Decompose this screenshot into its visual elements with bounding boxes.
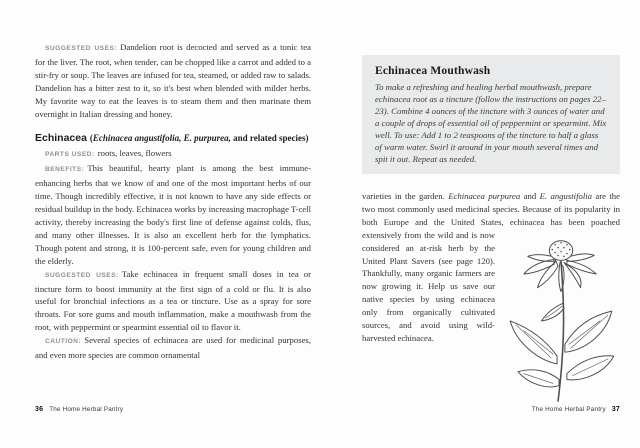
left-page-footer — [35, 406, 123, 413]
right-page-footer — [532, 406, 620, 413]
paragraph-text: roots, leaves, flowers — [97, 148, 172, 159]
paragraph-continuation — [362, 190, 620, 345]
echinacea-flower-icon — [502, 231, 620, 403]
paragraph-benefits — [35, 162, 311, 267]
recipe-box-title: Echinacea Mouthwash — [375, 65, 491, 77]
paragraph-text: Dandelion root is decocted and served as a tonic tea for the liver. The root, when tender, can be chopped like a carrot and added to a stir-fry or soup. The leaves are infused for tea, steamed, or added raw to salads. Dandelion has a bitter zest to it, so it's best when blended with milder herbs. My favorite way to eat the leaves is to steam them and then marinate them overnight in Italian dressing and honey. — [35, 42, 311, 119]
parts-used-label: PARTS USED: — [45, 151, 95, 159]
right-page — [362, 55, 620, 403]
paragraph-text-after-illustration: the wild and is now considered an at-risk herb by the United Plant Savers (see page 120). Thankfully, many organic farmers are now growing it. Help us save our native species by using echinacea only from organically cultivated sources, and avoid using wild-harvested echinacea. — [362, 229, 496, 343]
paragraph-text: This beautiful, hearty plant is among the best immune-enhancing herbs that we know of and one of the most important herbs of our time. Though incredibly effective, it is not known to have any side effects or residual buildup in the body. Echinacea works by increasing macrophage T-cell activity, thereby increasing the body's first line of defense against colds, flus, and many other illnesses. It is also an excellent herb for the lymphatics. Though potent and strong, it is 100-percent safe, even for young children and the elderly. — [35, 163, 311, 266]
recipe-box-body: To make a refreshing and healing herbal mouthwash, prepare echinacea root as a tincture (follow the instructions on pages 22–23). Combine 4 ounces of the tincture with 3 ounces of water and a couple of drops of essential oil of peppermint or spearmint. Mix well. To use: Add 1 to 2 teaspoons of the tincture to half a glass of warm water. Swirl it around in your mouth several times and spit it out. Repeat as needed. — [375, 82, 607, 164]
left-page — [35, 41, 311, 362]
suggested-uses-label: SUGGESTED USES: — [45, 271, 119, 279]
book-title: The Home Herbal Pantry — [49, 406, 124, 413]
caution-label: CAUTION: — [45, 338, 82, 346]
paragraph-text: Several species of echinacea are used for medicinal purposes, and even more species are common ornamental — [35, 335, 311, 361]
benefits-label: BENEFITS: — [45, 166, 85, 174]
echinacea-mouthwash-box — [362, 55, 620, 174]
paragraph-echinacea-suggested-uses — [35, 268, 311, 335]
paragraph-text-before-illustration: varieties in the garden. Echinacea purpurea and E. angustifolia are the two most commonly used medicinal species. Because of its popularity in both Europe and the United States, echinacea has been poached extensively from — [362, 191, 621, 240]
paragraph-text: Take echinacea in frequent small doses in tea or tincture form to boost immunity at the first sign of a cold or flu. It is also useful for bronchial infections as a tea or tincture. Use as a spray for sore throats. For sore gums and mouth inflammation, make a mouthwash from the root, with peppermint or spearmint essential oil to flavor it. — [35, 268, 311, 333]
suggested-uses-label: SUGGESTED USES: — [45, 45, 118, 52]
paragraph-parts-used — [35, 147, 311, 162]
echinacea-entry-heading: Echinacea (Echinacea angustifolia, E. purpurea, and related species) — [35, 132, 309, 145]
book-title: The Home Herbal Pantry — [531, 406, 606, 413]
left-page-number: 36 — [35, 406, 44, 413]
echinacea-illustration — [502, 231, 620, 403]
paragraph-dandelion-suggested-uses — [35, 41, 311, 120]
right-page-number: 37 — [611, 406, 620, 413]
paragraph-caution — [35, 334, 311, 362]
